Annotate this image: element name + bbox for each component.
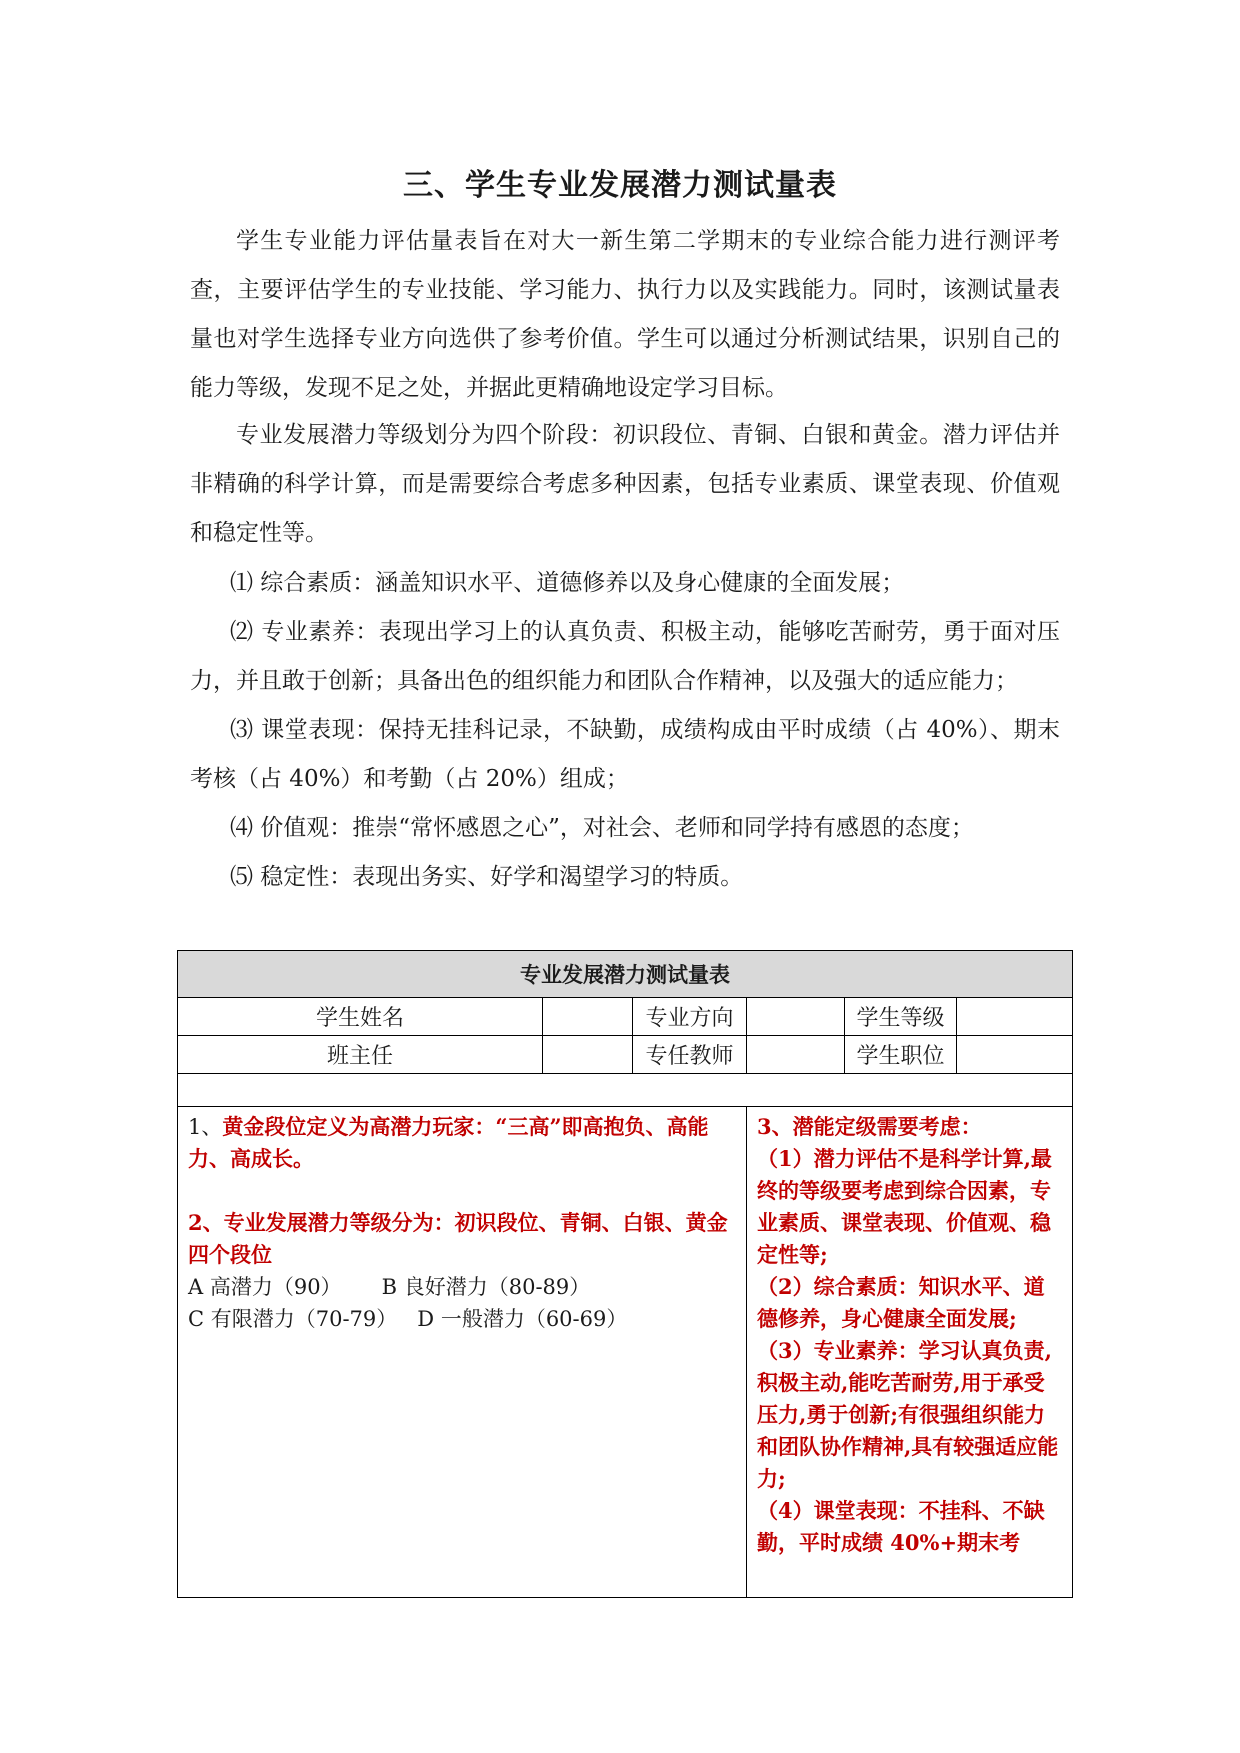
potential-scale-table <box>177 950 1073 1598</box>
note-3-heading: 3、潜能定级需要考虑： <box>757 1114 982 1139</box>
notes-row <box>178 1107 1073 1598</box>
spacer <box>188 1175 736 1207</box>
criteria-list <box>190 559 1060 902</box>
intro-paragraph-1: 学生专业能力评估量表旨在对大一新生第二学期末的专业综合能力进行测评考查，主要评估学生的专业技能、学习能力、执行力以及实践能力。同时，该测试量表量也对学生选择专业方向选供了参考价值。学生可以通过分析测试结果，识别自己的能力等级，发现不足之处，并据此更精确地设定学习目标。 <box>190 228 1060 401</box>
table-row <box>178 1036 1073 1074</box>
note-3-item: （3）专业素养：学习认真负责,积极主动,能吃苦耐劳,用于承受压力,勇于创新;有很强组织能力和团队协作精神,具有较强适应能力; <box>757 1338 1059 1491</box>
note-1-number: 1、 <box>188 1115 223 1139</box>
note-3-item: （4）课堂表现：不挂科、不缺勤，平时成绩 40%+期末考 <box>757 1498 1045 1555</box>
intro-paragraph-2: 专业发展潜力等级划分为四个阶段：初识段位、青铜、白银和黄金。潜力评估并非精确的科学计算，而是需要综合考虑多种因素，包括专业素质、课堂表现、价值观和稳定性等。 <box>190 422 1060 546</box>
grade-list-line: C 有限潜力（70-79） D 一般潜力（60-69） <box>188 1307 628 1331</box>
major-label: 专业方向 <box>633 998 747 1036</box>
major-field[interactable] <box>747 998 845 1036</box>
criteria-item: ⑵ 专业素养：表现出学习上的认真负责、积极主动，能够吃苦耐劳，勇于面对压力，并且敢于创新；具备出色的组织能力和团队合作精神，以及强大的适应能力； <box>190 619 1060 694</box>
blank-cell[interactable] <box>178 1074 1073 1107</box>
student-name-label: 学生姓名 <box>178 998 543 1036</box>
student-position-field[interactable] <box>957 1036 1073 1074</box>
table-row <box>178 1074 1073 1107</box>
table-header-row <box>178 951 1073 998</box>
note-1-text: 黄金段位定义为高潜力玩家：“三高”即高抱负、高能力、高成长。 <box>188 1114 709 1171</box>
table-title: 专业发展潜力测试量表 <box>178 951 1073 998</box>
head-teacher-field[interactable] <box>543 1036 633 1074</box>
student-position-label: 学生职位 <box>845 1036 957 1074</box>
criteria-item: ⑷ 价值观：推崇“常怀感恩之心”，对社会、老师和同学持有感恩的态度； <box>230 815 974 841</box>
student-name-field[interactable] <box>543 998 633 1036</box>
table-row <box>178 998 1073 1036</box>
head-teacher-label: 班主任 <box>178 1036 543 1074</box>
notes-right-cell <box>747 1107 1073 1598</box>
student-grade-field[interactable] <box>957 998 1073 1036</box>
instructor-field[interactable] <box>747 1036 845 1074</box>
criteria-item: ⑴ 综合素质：涵盖知识水平、道德修养以及身心健康的全面发展； <box>230 570 905 596</box>
note-2-text: 2、专业发展潜力等级分为：初识段位、青铜、白银、黄金四个段位 <box>188 1210 728 1267</box>
criteria-item: ⑶ 课堂表现：保持无挂科记录，不缺勤，成绩构成由平时成绩（占 40%）、期末考核（占 40%）和考勤（占 20%）组成； <box>190 717 1060 792</box>
grade-list-line: A 高潜力（90） B 良好潜力（80-89） <box>188 1275 591 1299</box>
instructor-label: 专任教师 <box>633 1036 747 1074</box>
page-title: 三、学生专业发展潜力测试量表 <box>403 168 837 203</box>
note-1 <box>188 1111 736 1175</box>
criteria-item: ⑸ 稳定性：表现出务实、好学和渴望学习的特质。 <box>230 864 744 890</box>
student-grade-label: 学生等级 <box>845 998 957 1036</box>
notes-left-cell <box>178 1107 747 1598</box>
note-3-item: （1）潜力评估不是科学计算,最终的等级要考虑到综合因素，专业素质、课堂表现、价值观、稳定性等; <box>757 1146 1052 1267</box>
note-3-item: （2）综合素质：知识水平、道德修养，身心健康全面发展; <box>757 1274 1045 1331</box>
